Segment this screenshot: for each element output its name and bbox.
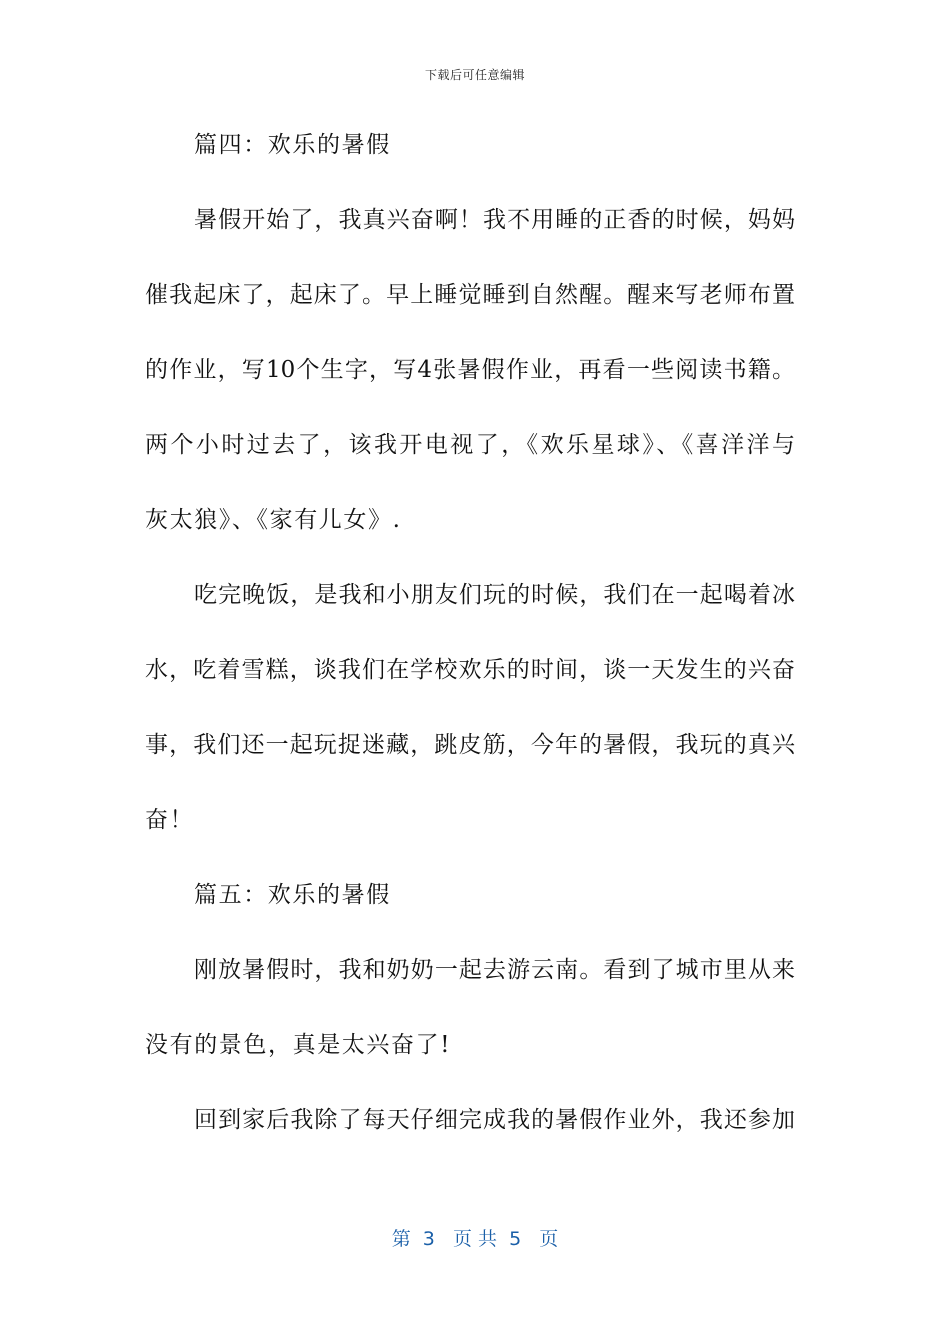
paragraph-line: 灰太狼》、《家有儿女》.	[145, 507, 402, 533]
page-header: 下载后可任意编辑	[424, 68, 525, 82]
paragraph-line: 的作业，写10个生字，写4张暑假作业，再看一些阅读书籍。	[145, 357, 795, 383]
paragraph-line: 奋！	[145, 807, 195, 833]
paragraph-line: 水，吃着雪糕，谈我们在学校欢乐的时间，谈一天发生的兴奋	[145, 657, 795, 683]
paragraph-line: 刚放暑假时，我和奶奶一起去游云南。看到了城市里从来	[194, 957, 795, 983]
paragraph-line: 回到家后我除了每天仔细完成我的暑假作业外，我还参加	[194, 1107, 795, 1133]
document-body	[145, 120, 795, 1170]
paragraph-line: 暑假开始了，我真兴奋啊！我不用睡的正香的时候，妈妈	[194, 207, 795, 233]
section-heading-5: 篇五：欢乐的暑假	[194, 882, 391, 908]
section-heading-4: 篇四：欢乐的暑假	[194, 132, 391, 158]
paragraph-line: 没有的景色，真是太兴奋了!	[145, 1032, 452, 1058]
paragraph-line: 两个小时过去了，该我开电视了，《欢乐星球》、《喜洋洋与	[145, 432, 795, 458]
paragraph-line: 催我起床了，起床了。早上睡觉睡到自然醒。醒来写老师布置	[145, 282, 795, 308]
paragraph-line: 事，我们还一起玩捉迷藏，跳皮筋，今年的暑假，我玩的真兴	[145, 732, 795, 758]
page-number-footer: 第 3 页 共 5 页	[391, 1228, 559, 1250]
paragraph-line: 吃完晚饭，是我和小朋友们玩的时候，我们在一起喝着冰	[194, 582, 795, 608]
